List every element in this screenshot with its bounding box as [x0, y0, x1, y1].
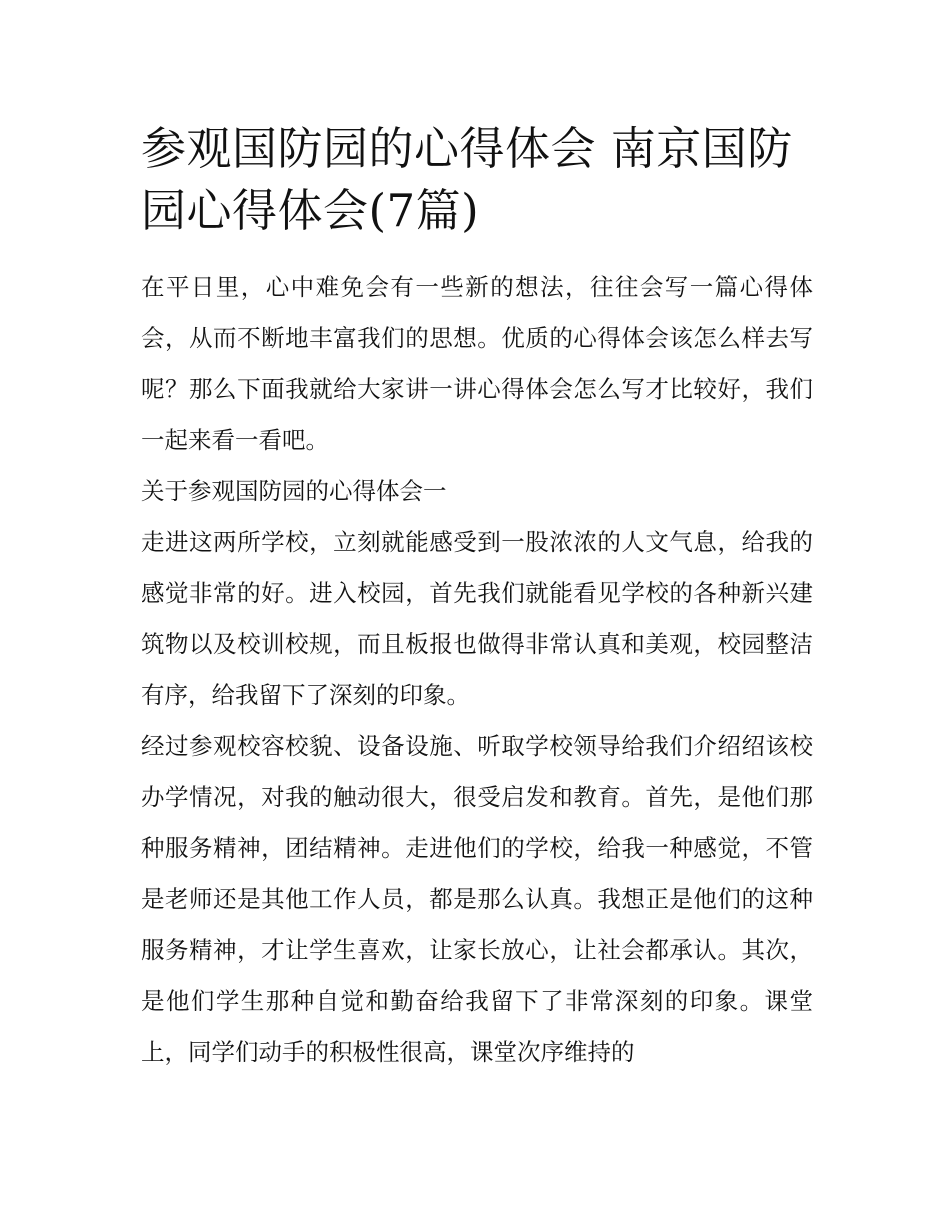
section-heading: 关于参观国防园的心得体会一 [141, 477, 447, 505]
document-title: 参观国防园的心得体会 南京国防园心得体会(7篇) [141, 122, 793, 237]
document-page [141, 118, 813, 1078]
intro-paragraph: 在平日里，心中难免会有一些新的想法，往往会写一篇心得体会，从而不断地丰富我们的思想。优质的心得体会该怎么样去写呢？那么下面我就给大家讲一讲心得体会怎么写才比较好，我们一起来看一看吧。 [141, 273, 813, 454]
body-paragraph-2: 经过参观校容校貌、设备设施、听取学校领导给我们介绍绍该校办学情况，对我的触动很大，很受启发和教育。首先，是他们那种服务精神，团结精神。走进他们的学校，给我一种感觉，不管是老师还是其他工作人员，都是那么认真。我想正是他们的这种服务精神，才让学生喜欢，让家长放心，让社会都承认。其次，是他们学生那种自觉和勤奋给我留下了非常深刻的印象。课堂上，同学们动手的积极性很高，课堂次序维持的 [141, 732, 813, 1066]
document-body [141, 262, 813, 1078]
body-paragraph-1: 走进这两所学校，立刻就能感受到一股浓浓的人文气息，给我的感觉非常的好。进入校园，首先我们就能看见学校的各种新兴建筑物以及校训校规，而且板报也做得非常认真和美观，校园整洁有序，给我留下了深刻的印象。 [141, 528, 813, 709]
